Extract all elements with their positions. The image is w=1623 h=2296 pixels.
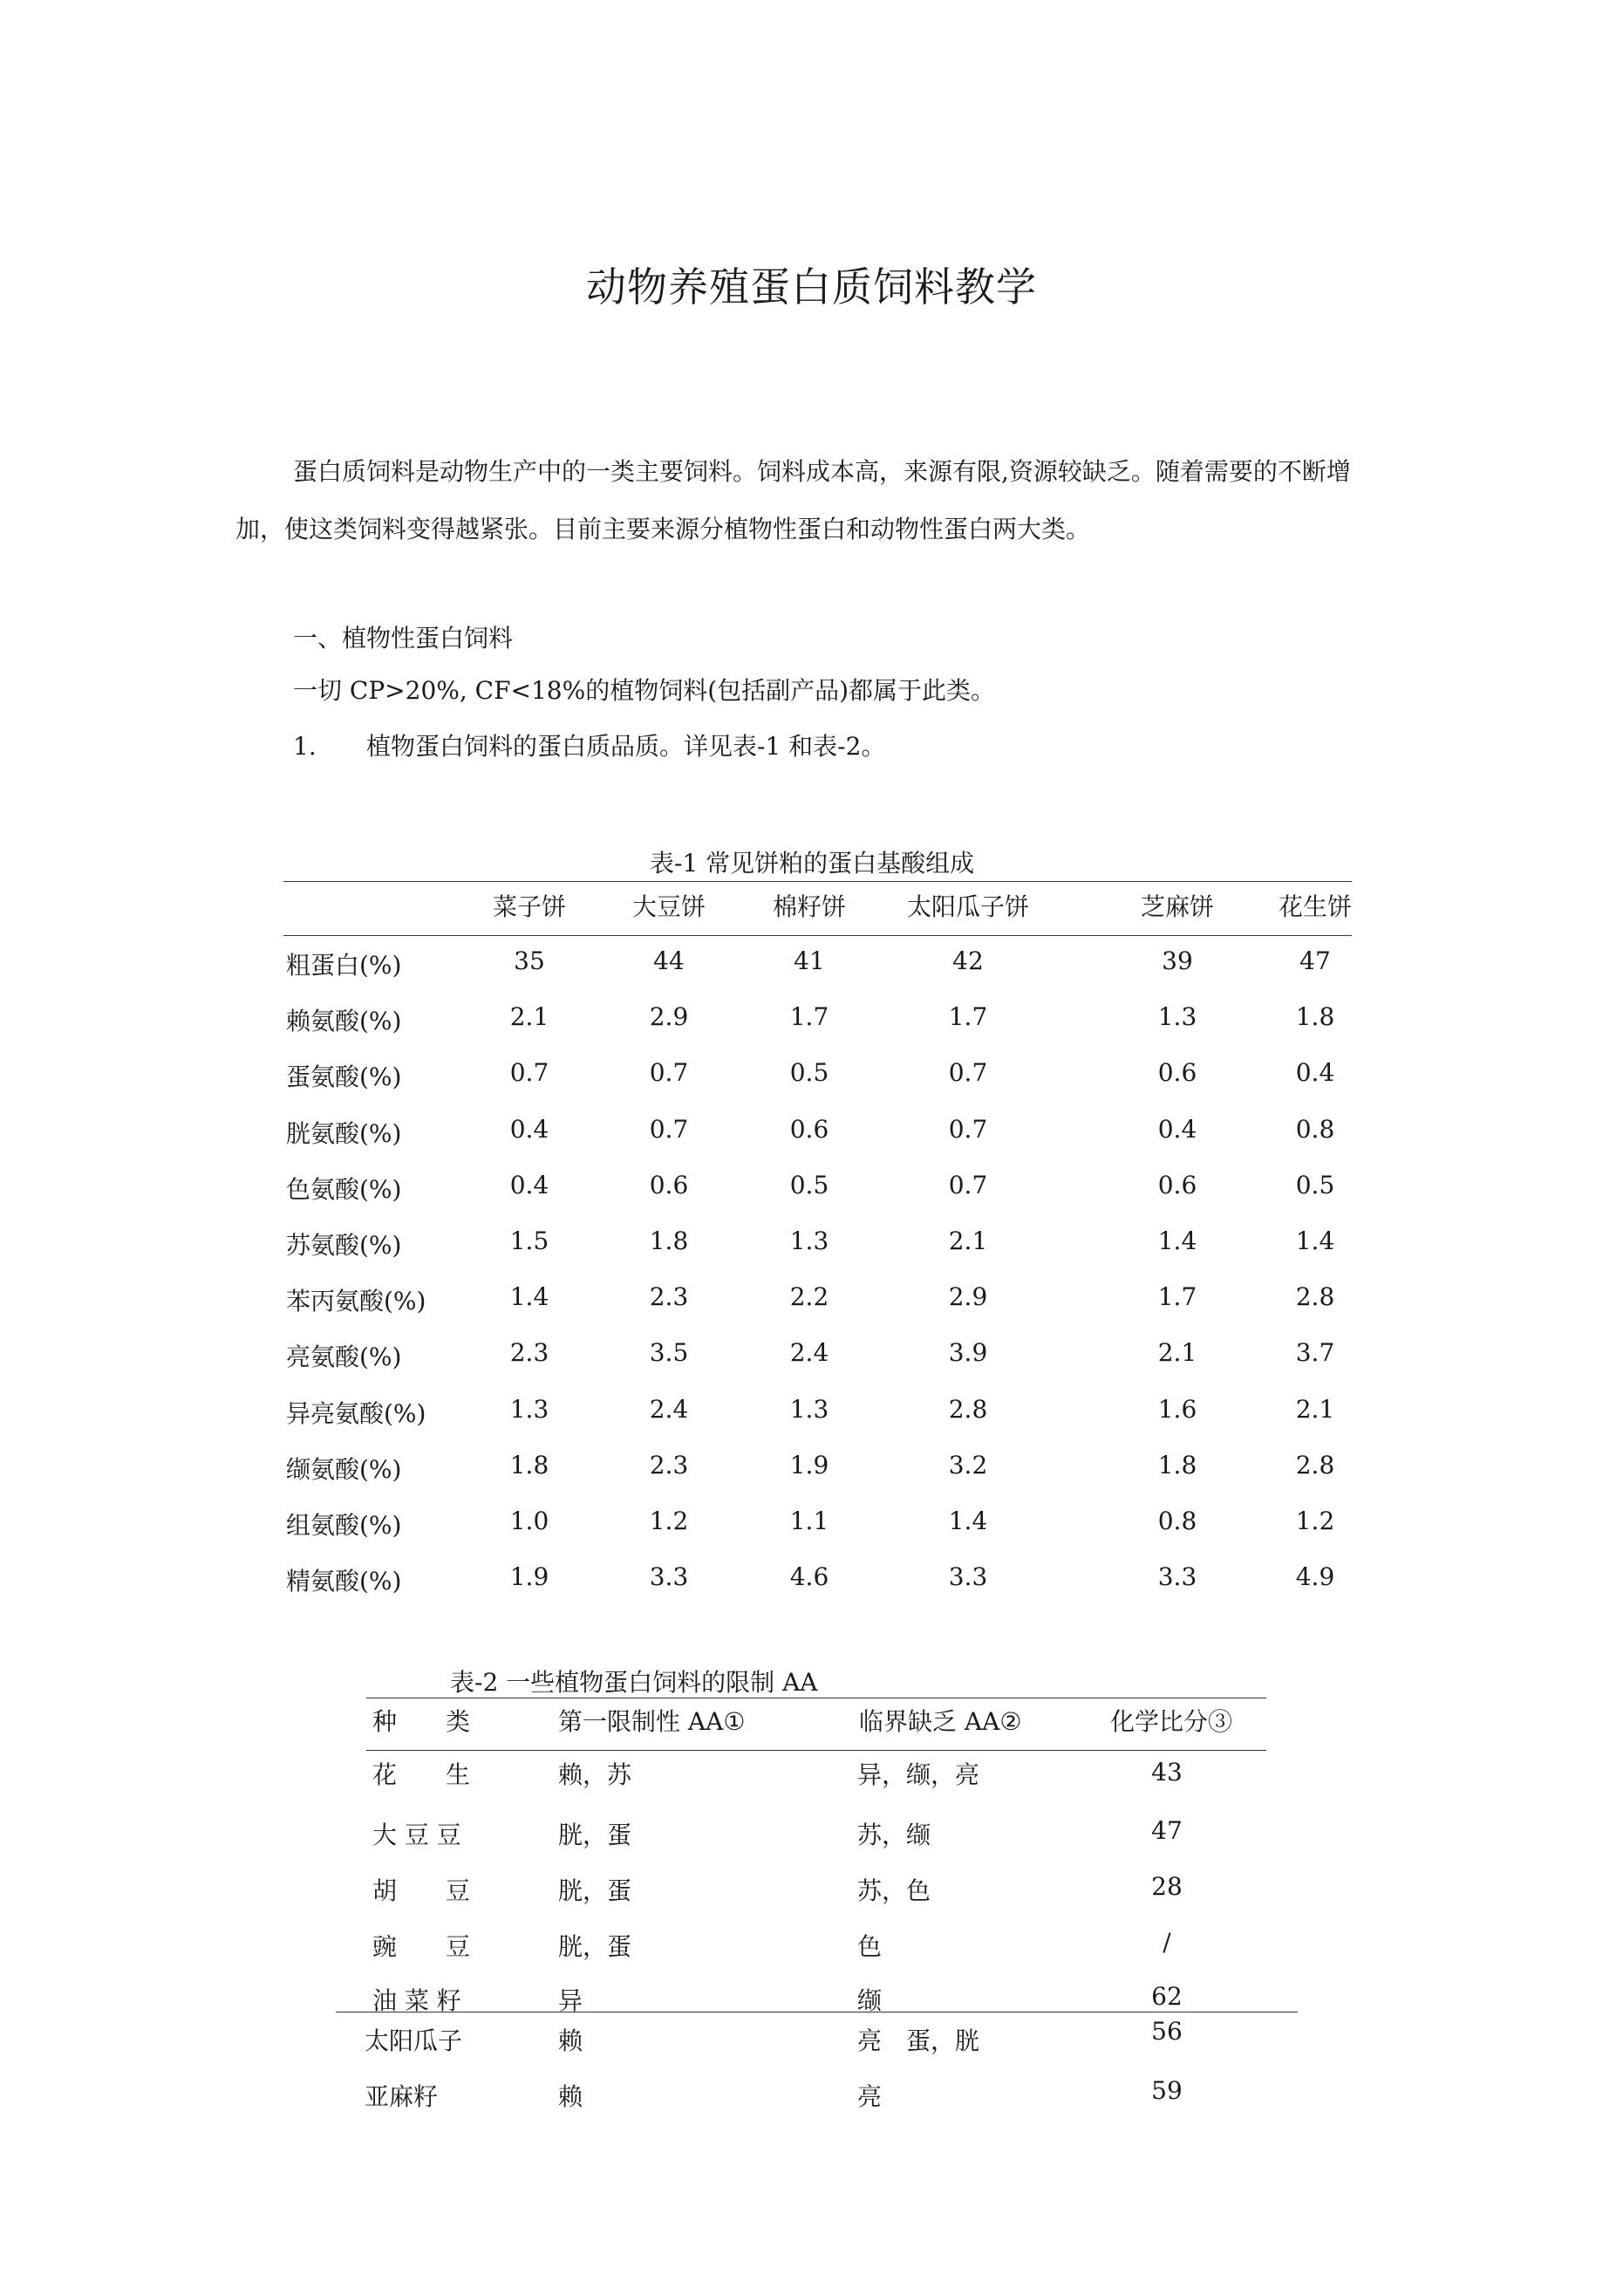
table1-row-label: 蛋氨酸(%)	[286, 1063, 402, 1091]
table2-critical-aa-cell: 亮	[857, 2082, 883, 2111]
table1-row-label: 色氨酸(%)	[286, 1175, 402, 1204]
table1-cell: 3.3	[1157, 1562, 1197, 1591]
table1-cell: 1.3	[1157, 1002, 1197, 1031]
table2-kind-cell: 花 生	[372, 1760, 471, 1789]
table2-kind-cell: 胡 豆	[372, 1876, 471, 1905]
table1-cell: 0.6	[789, 1115, 829, 1144]
table1-cell: 0.8	[1295, 1115, 1335, 1144]
table1-cell: 2.1	[1295, 1395, 1335, 1424]
table1-cell: 2.8	[1295, 1282, 1335, 1311]
table2-column-header: 化学比分③	[1110, 1707, 1233, 1736]
table1-cell: 1.8	[649, 1227, 689, 1255]
table1-row-label: 异亮氨酸(%)	[286, 1399, 426, 1428]
table2-kind-cell: 亚麻籽	[365, 2082, 439, 2111]
table1-cell: 1.7	[948, 1002, 988, 1031]
table1-cell: 1.7	[789, 1002, 829, 1031]
table1-row-label: 亮氨酸(%)	[286, 1343, 402, 1371]
table1-cell: 2.4	[789, 1338, 829, 1367]
table1-cell: 0.6	[1157, 1058, 1197, 1087]
table2-critical-aa-cell: 苏，缬	[857, 1821, 931, 1849]
table1-header-rule	[283, 935, 1352, 936]
section-definition: 一切 CP>20%, CF<18%的植物饲料(包括副产品)都属于此类。	[293, 676, 996, 705]
table1-cell: 0.6	[649, 1171, 689, 1199]
table2-critical-aa-cell: 色	[857, 1932, 883, 1961]
table1-cell: 1.3	[789, 1227, 829, 1255]
table2-score-cell: 47	[1151, 1816, 1183, 1845]
table1-column-header: 棉籽饼	[772, 892, 846, 921]
table2-critical-aa-cell: 缬	[857, 1986, 883, 2015]
table1-row-label: 苏氨酸(%)	[286, 1231, 402, 1260]
table2-first-aa-cell: 赖，苏	[558, 1760, 632, 1789]
table1-column-header: 花生饼	[1278, 892, 1352, 921]
table1-cell: 3.3	[948, 1562, 988, 1591]
table1-cell: 2.4	[649, 1395, 689, 1424]
table1-cell: 0.4	[1157, 1115, 1197, 1144]
table1-cell: 1.8	[1157, 1451, 1197, 1479]
table1-cell: 0.7	[649, 1058, 689, 1087]
table1-row-label: 缬氨酸(%)	[286, 1455, 402, 1484]
table1-cell: 1.6	[1157, 1395, 1197, 1424]
table1-cell: 2.3	[649, 1282, 689, 1311]
table2-kind-cell: 大 豆 豆	[372, 1821, 461, 1849]
table1-cell: 0.4	[509, 1171, 549, 1199]
table2-first-aa-cell: 赖	[558, 2082, 583, 2111]
table2-critical-aa-cell: 亮 蛋，胱	[857, 2026, 980, 2055]
table2-column-header: 种 类	[372, 1707, 471, 1736]
table1-cell: 0.4	[1295, 1058, 1335, 1087]
table1-cell: 2.9	[948, 1282, 988, 1311]
table2-critical-aa-cell: 苏，色	[857, 1876, 931, 1905]
table2-column-header: 第一限制性 AA①	[558, 1707, 746, 1736]
table1-cell: 1.4	[509, 1282, 549, 1311]
table1-row-label: 赖氨酸(%)	[286, 1007, 402, 1035]
table1-cell: 2.3	[509, 1338, 549, 1367]
list-item-text: 植物蛋白饲料的蛋白质品质。详见表-1 和表-2。	[366, 732, 886, 761]
table1-cell: 2.2	[789, 1282, 829, 1311]
table1-cell: 2.1	[509, 1002, 549, 1031]
table1-cell: 47	[1299, 946, 1331, 975]
table1-cell: 0.4	[509, 1115, 549, 1144]
table2-score-cell: 28	[1151, 1872, 1183, 1901]
table2-score-cell: 56	[1151, 2017, 1183, 2046]
table1-cell: 4.9	[1295, 1562, 1335, 1591]
table1-top-rule	[283, 881, 1352, 882]
table1-cell: 35	[514, 946, 545, 975]
intro-line-1: 蛋白质饲料是动物生产中的一类主要饲料。饲料成本高，来源有限,资源较缺乏。随着需要的不断增	[293, 457, 1351, 486]
table1-cell: 1.9	[789, 1451, 829, 1479]
table1-cell: 1.1	[789, 1507, 829, 1535]
table1-cell: 0.5	[789, 1171, 829, 1199]
page-title: 动物养殖蛋白质饲料教学	[586, 263, 1037, 311]
table1-cell: 1.8	[1295, 1002, 1335, 1031]
table1-cell: 0.7	[948, 1058, 988, 1087]
table1-cell: 3.5	[649, 1338, 689, 1367]
table1-cell: 44	[653, 946, 685, 975]
table1-column-header: 菜子饼	[492, 892, 566, 921]
intro-paragraph	[235, 443, 1404, 558]
table1-cell: 1.8	[509, 1451, 549, 1479]
table1-cell: 4.6	[789, 1562, 829, 1591]
table1-cell: 0.5	[789, 1058, 829, 1087]
table2-first-aa-cell: 胱，蛋	[558, 1821, 632, 1849]
table1-cell: 2.9	[649, 1002, 689, 1031]
table2-first-aa-cell: 胱，蛋	[558, 1932, 632, 1961]
table1-cell: 1.2	[1295, 1507, 1335, 1535]
intro-line-2: 加，使这类饲料变得越紧张。目前主要来源分植物性蛋白和动物性蛋白两大类。	[235, 515, 1091, 543]
table2-first-aa-cell: 胱，蛋	[558, 1876, 632, 1905]
table1-cell: 2.8	[948, 1395, 988, 1424]
table2-caption: 表-2 一些植物蛋白饲料的限制 AA	[450, 1668, 818, 1697]
table1-cell: 39	[1162, 946, 1193, 975]
table1-cell: 2.1	[1157, 1338, 1197, 1367]
table1-cell: 3.9	[948, 1338, 988, 1367]
table1-cell: 2.1	[948, 1227, 988, 1255]
table1-cell: 41	[794, 946, 825, 975]
table1-row-label: 粗蛋白(%)	[286, 951, 402, 980]
table1-cell: 0.8	[1157, 1507, 1197, 1535]
table2-kind-cell: 豌 豆	[372, 1932, 471, 1961]
table2-kind-cell: 油 菜 籽	[372, 1986, 461, 2015]
table1-cell: 42	[952, 946, 984, 975]
table1-column-header: 芝麻饼	[1140, 892, 1214, 921]
table2-critical-aa-cell: 异，缬，亮	[857, 1760, 980, 1789]
table1-cell: 1.5	[509, 1227, 549, 1255]
table1-cell: 1.3	[789, 1395, 829, 1424]
table1-cell: 0.5	[1295, 1171, 1335, 1199]
section-heading: 一、植物性蛋白饲料	[293, 624, 514, 653]
list-item-1	[293, 728, 885, 762]
table1-cell: 1.7	[1157, 1282, 1197, 1311]
table1-column-header: 太阳瓜子饼	[906, 892, 1029, 921]
table1-cell: 0.6	[1157, 1171, 1197, 1199]
table1-row-label: 胱氨酸(%)	[286, 1119, 402, 1148]
table2-score-cell: 43	[1151, 1758, 1183, 1787]
table2-score-cell: /	[1163, 1928, 1171, 1957]
table1-cell: 3.2	[948, 1451, 988, 1479]
table1-cell: 1.2	[649, 1507, 689, 1535]
table1-cell: 3.7	[1295, 1338, 1335, 1367]
table2-score-cell: 59	[1151, 2076, 1183, 2105]
list-item-number: 1.	[293, 732, 317, 761]
table1-cell: 1.0	[509, 1507, 549, 1535]
table1-caption: 表-1 常见饼粕的蛋白基酸组成	[650, 849, 975, 878]
table1-row-label: 精氨酸(%)	[286, 1567, 402, 1596]
table1-cell: 2.3	[649, 1451, 689, 1479]
table2-first-aa-cell: 异	[558, 1986, 583, 2015]
table1-column-header: 大豆饼	[631, 892, 706, 921]
table2-column-header: 临界缺乏 AA②	[859, 1707, 1022, 1736]
table1-cell: 0.7	[948, 1171, 988, 1199]
table1-cell: 0.7	[509, 1058, 549, 1087]
table1-cell: 1.4	[1157, 1227, 1197, 1255]
table2-header-rule	[366, 1750, 1266, 1751]
table2-kind-cell: 太阳瓜子	[365, 2026, 463, 2055]
table1-row-label: 组氨酸(%)	[286, 1511, 402, 1540]
table1-cell: 3.3	[649, 1562, 689, 1591]
table1-cell: 1.3	[509, 1395, 549, 1424]
table2-score-cell: 62	[1151, 1982, 1183, 2011]
table2-first-aa-cell: 赖	[558, 2026, 583, 2055]
table1-row-label: 苯丙氨酸(%)	[286, 1287, 426, 1315]
table1-cell: 0.7	[649, 1115, 689, 1144]
table1-cell: 2.8	[1295, 1451, 1335, 1479]
table1-cell: 1.9	[509, 1562, 549, 1591]
table1-cell: 1.4	[1295, 1227, 1335, 1255]
table1-cell: 1.4	[948, 1507, 988, 1535]
table1-cell: 0.7	[948, 1115, 988, 1144]
